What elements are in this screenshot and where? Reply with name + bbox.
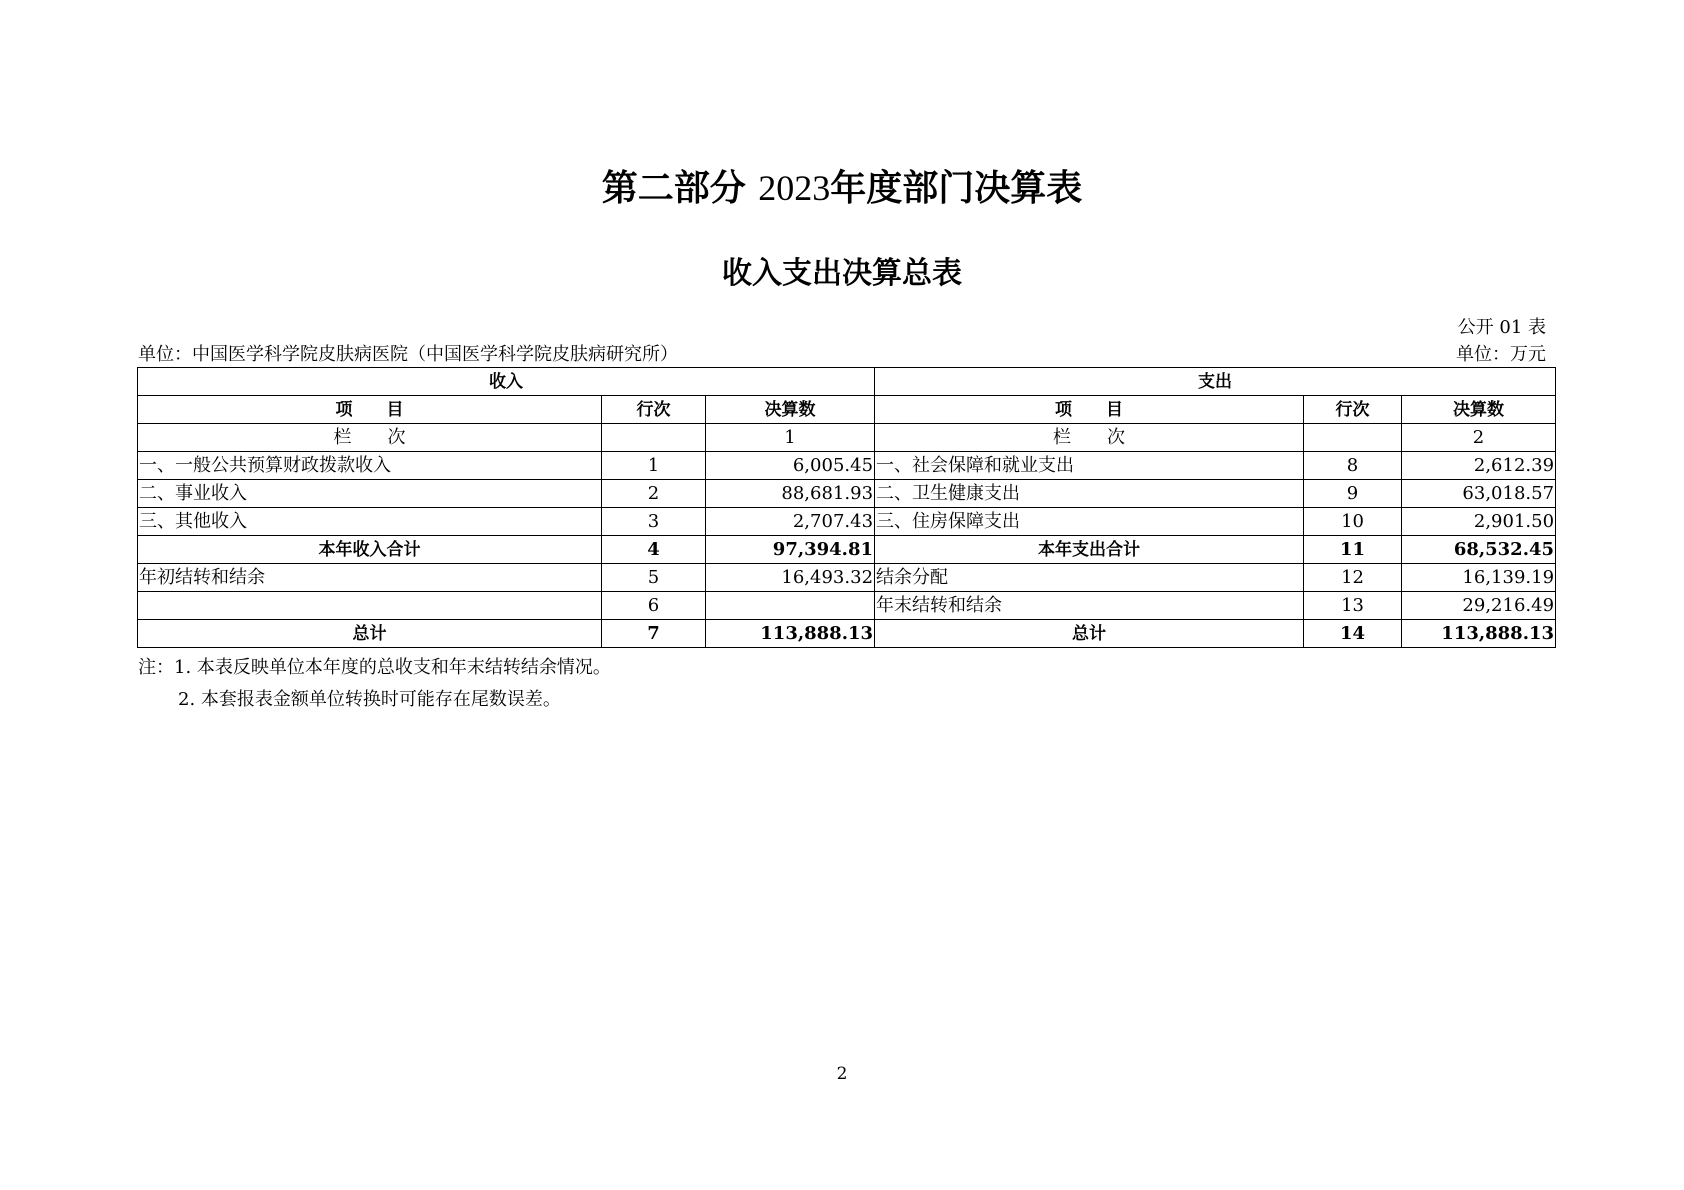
- income-amount: 16,493.32: [706, 564, 875, 592]
- expense-lanci: 栏 次: [875, 424, 1304, 452]
- income-expense-table: [137, 367, 1556, 648]
- income-col-no: 1: [706, 424, 875, 452]
- income-subtotal-amount: 97,394.81: [706, 536, 875, 564]
- page-title: [0, 160, 1684, 211]
- expense-row: 11: [1304, 536, 1402, 564]
- currency-unit: 单位：万元: [1456, 344, 1546, 365]
- income-row: 3: [602, 508, 706, 536]
- income-item: 三、其他收入: [138, 508, 602, 536]
- expense-row: 8: [1304, 452, 1402, 480]
- expense-item: 年末结转和结余: [875, 592, 1304, 620]
- note-line-2: 2. 本套报表金额单位转换时可能存在尾数误差。: [178, 689, 561, 710]
- income-total-amount: 113,888.13: [706, 620, 875, 648]
- expense-row: 12: [1304, 564, 1402, 592]
- table-title: 收入支出决算总表: [722, 256, 962, 291]
- grand-total-row: [138, 620, 1556, 648]
- income-item: [138, 592, 602, 620]
- expense-item: 三、住房保障支出: [875, 508, 1304, 536]
- income-amount: [706, 592, 875, 620]
- table-row: [138, 592, 1556, 620]
- income-item-header: 项 目: [138, 396, 602, 424]
- form-number: 公开 01 表: [1457, 317, 1546, 338]
- table-row: [138, 508, 1556, 536]
- subtotal-row: [138, 536, 1556, 564]
- expense-amount-header: 决算数: [1402, 396, 1556, 424]
- expense-row: 14: [1304, 620, 1402, 648]
- income-item: 二、事业收入: [138, 480, 602, 508]
- section-header-row: [138, 368, 1556, 396]
- income-item: 一、一般公共预算财政拨款收入: [138, 452, 602, 480]
- expense-amount: 63,018.57: [1402, 480, 1556, 508]
- expense-amount: 29,216.49: [1402, 592, 1556, 620]
- income-row: 4: [602, 536, 706, 564]
- income-row: 1: [602, 452, 706, 480]
- income-amount: 88,681.93: [706, 480, 875, 508]
- page-number: 2: [836, 1064, 848, 1084]
- table-row: [138, 564, 1556, 592]
- income-lanci-row: [602, 424, 706, 452]
- expense-subtotal-label: 本年支出合计: [875, 536, 1304, 564]
- expense-lanci-row: [1304, 424, 1402, 452]
- expense-subtotal-amount: 68,532.45: [1402, 536, 1556, 564]
- income-amount: 2,707.43: [706, 508, 875, 536]
- title-suffix: 年度部门决算表: [830, 168, 1083, 209]
- income-row: 5: [602, 564, 706, 592]
- table-notes: [138, 652, 611, 716]
- table-row: [138, 480, 1556, 508]
- income-amount-header: 决算数: [706, 396, 875, 424]
- expense-row: 13: [1304, 592, 1402, 620]
- income-row: 6: [602, 592, 706, 620]
- expense-item: 二、卫生健康支出: [875, 480, 1304, 508]
- income-row: 7: [602, 620, 706, 648]
- expense-col-no: 2: [1402, 424, 1556, 452]
- income-total-label: 总计: [138, 620, 602, 648]
- income-lanci: 栏 次: [138, 424, 602, 452]
- title-prefix: 第二部分: [601, 168, 746, 209]
- expense-row-header: 行次: [1304, 396, 1402, 424]
- expense-amount: 16,139.19: [1402, 564, 1556, 592]
- expense-row: 10: [1304, 508, 1402, 536]
- column-header-row: [138, 396, 1556, 424]
- expense-header: 支出: [875, 368, 1556, 396]
- expense-row: 9: [1304, 480, 1402, 508]
- income-amount: 6,005.45: [706, 452, 875, 480]
- expense-item-header: 项 目: [875, 396, 1304, 424]
- table-row: [138, 452, 1556, 480]
- reporting-unit: 单位：中国医学科学院皮肤病医院（中国医学科学院皮肤病研究所）: [138, 344, 678, 365]
- note-line-1: 注：1. 本表反映单位本年度的总收支和年末结转结余情况。: [138, 657, 611, 678]
- income-row: 2: [602, 480, 706, 508]
- income-item: 年初结转和结余: [138, 564, 602, 592]
- expense-total-amount: 113,888.13: [1402, 620, 1556, 648]
- expense-amount: 2,901.50: [1402, 508, 1556, 536]
- title-year: 2023: [758, 168, 831, 208]
- income-row-header: 行次: [602, 396, 706, 424]
- income-header: 收入: [138, 368, 875, 396]
- column-number-row: [138, 424, 1556, 452]
- expense-amount: 2,612.39: [1402, 452, 1556, 480]
- expense-total-label: 总计: [875, 620, 1304, 648]
- expense-item: 一、社会保障和就业支出: [875, 452, 1304, 480]
- expense-item: 结余分配: [875, 564, 1304, 592]
- income-subtotal-label: 本年收入合计: [138, 536, 602, 564]
